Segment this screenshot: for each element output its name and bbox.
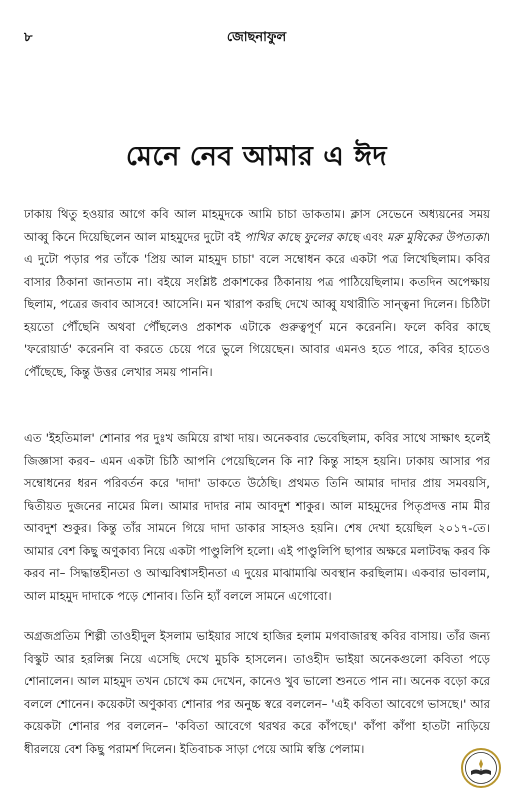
- book-emblem-icon: [460, 747, 502, 789]
- paragraph-3: অগ্রজপ্রতিম শিল্পী তাওহীদুল ইসলাম ভাইয়ার সাথে হাজির হলাম মগবাজারস্থ কবির বাসায়। তাঁর জন্য বিস্কুট আর হরলিক্স নিয়ে এসেছি দেখে মুচকি হাসলেন। তাওহীদ ভাইয়া অনেকগুলো কবিতা পড়ে শোনালেন। আল মাহমুদ তখন চোখে কম দেখেন, কানেও খুব ভালো শুনতে পান না। অনেক বড়ো করে বললে শোনেন। কয়েকটা অণুকাব্য শোনার পর অনুচ্চ স্বরে বললেন– 'এই কবিতা আবেগে ভাসছে।' আর কয়েকটা শোনার পর বললেন– 'কবিতা আবেগে থরথর করে কাঁপছে।' কাঁপা কাঁপা হাতটা নাড়িয়ে ধীরলয়ে বেশ কিছু পরামর্শ দিলেন। ইতিবাচক সাড়া পেয়ে আমি স্বস্তি পেলাম।: [24, 629, 490, 756]
- paragraph-1-text-c: । এ দুটো পড়ার পর তাঁকে 'প্রিয় আল মাহমুদ চাচা' বলে সম্বোধন করে একটা পত্র লিখেছিলাম। কবির বাসার ঠিকানা জানতাম না। বইয়ে সংশ্লিষ্ট প্রকাশকের ঠিকানায় পত্র পাঠিয়েছিলাম। কতদিন অপেক্ষায় ছিলাম, পত্রের জবাব আসবে! আসেনি। মন খারাপ করছি দেখে আব্বু যথারীতি সান্ত্বনা দিলেন। চিঠিটা হয়তো পৌঁছেনি অথবা পৌঁছলেও প্রকাশক এটাকে গুরুত্বপূর্ণ মনে করেননি। ফলে কবির কাছে 'ফরোয়ার্ড' করেননি বা করতে চেয়ে পরে ভুলে গিয়েছেন। আবার এমনও হতে পারে, কবির হাতেও পৌঁছেছে, কিন্তু উত্তর লেখার সময় পাননি।: [24, 229, 491, 379]
- chapter-title: মেনে নেব আমার এ ঈদ: [125, 141, 388, 172]
- page-number: ৮: [24, 30, 33, 45]
- paragraph-1-text-a: ঢাকায় থিতু হওয়ার আগে কবি আল মাহমুদকে আমি চাচা ডাকতাম। ক্লাস সেভেনে অধ্যয়নের সময় আব্বু কিনে দিয়েছিলেন আল মাহমুদের দুটো বই: [24, 207, 490, 244]
- book-title-1: পাখির কাছে ফুলের কাছে: [244, 229, 360, 244]
- paragraph-1: [24, 203, 490, 383]
- paragraph-2: এত 'ইহতিমাল' শোনার পর দুঃখ জমিয়ে রাখা দায়। অনেকবার ভেবেছিলাম, কবির সাথে সাক্ষাৎ হলেই জিজ্ঞাসা করব– এমন একটা চিঠি আপনি পেয়েছিলেন কি না? কিন্তু সাহস হয়নি। ঢাকায় আসার পর সম্বোধনের ধরন পরিবর্তন করে 'দাদা' ডাকতে উঠেছি। প্রথমত তিনি আমার দাদার প্রায় সমবয়সি, দ্বিতীয়ত দুজনের নামের মিল। আমার দাদার নাম আবদুশ শাকুর। আল মাহমুদের পিতৃপ্রদত্ত নাম মীর আবদুশ শুকুর। কিন্তু তাঁর সামনে গিয়ে দাদা ডাকার সাহসও হয়নি। শেষ দেখা হয়েছিল ২০১৭-তে। আমার বেশ কিছু অণুকাব্য নিয়ে একটা পাণ্ডুলিপি হলো। এই পাণ্ডুলিপি ছাপার অক্ষরে মলাটবদ্ধ করব কি করব না– সিদ্ধান্তহীনতা ও আত্মবিশ্বাসহীনতা এ দুয়ের মাঝামাঝি অবস্থান করছিলাম। একবার ভাবলাম, আল মাহমুদ দাদাকে পড়ে শোনাব। তিনি হ্যাঁ বললে সামনে এগোবো।: [24, 431, 490, 603]
- book-title-2: মরু মুষিকের উপত্যকা: [387, 229, 486, 244]
- running-head: জোছনাফুল: [226, 30, 287, 45]
- paragraph-1-text-b: এবং: [359, 229, 388, 244]
